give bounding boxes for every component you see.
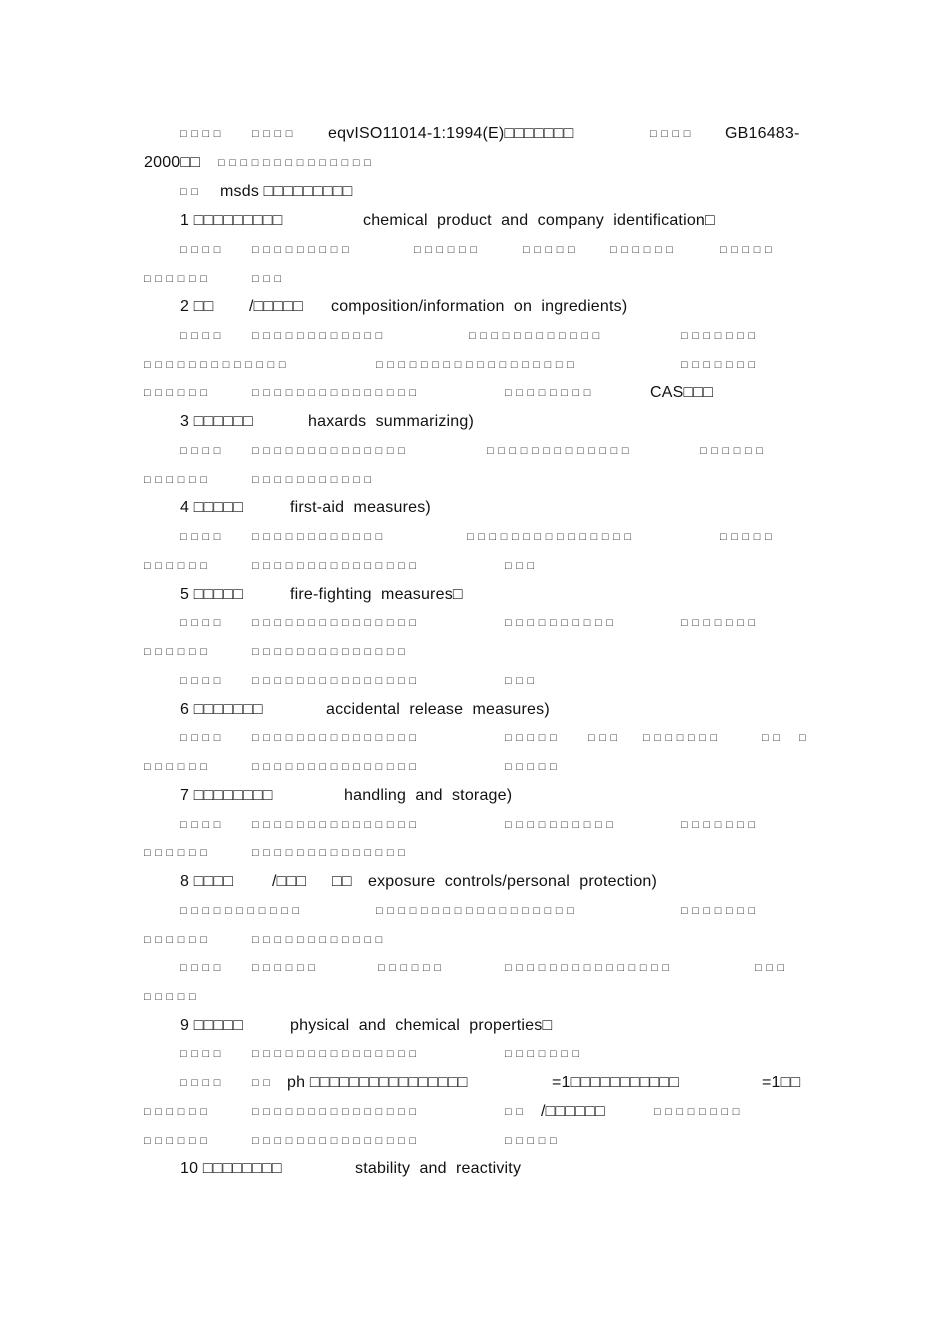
section-heading: [0, 871, 950, 893]
text-fragment: □□□□□□□: [681, 819, 760, 831]
intro-line: [0, 123, 950, 145]
body-line: [0, 268, 950, 290]
text-fragment: =1□□□□□□□□□□□: [552, 1074, 680, 1091]
text-fragment: □□□□□□□□: [505, 387, 595, 399]
body-line: [0, 842, 950, 864]
text-fragment: □□□□□□: [144, 934, 212, 946]
section-number: 7 □□□□□□□□: [180, 787, 273, 804]
text-fragment: □□□□: [180, 330, 225, 342]
section-heading: [0, 296, 950, 318]
body-line: [0, 1101, 950, 1123]
text-fragment: □: [799, 732, 811, 744]
text-fragment: □□□□□□□□□□□□□□□: [252, 1048, 421, 1060]
text-fragment: □□□□□□: [144, 1135, 212, 1147]
text-fragment: □□□□□□: [144, 560, 212, 572]
text-fragment: □□: [252, 1077, 275, 1089]
section-number: 8 □□□□: [180, 873, 234, 890]
text-fragment: □□□□: [180, 128, 225, 140]
text-fragment: □□: [762, 732, 785, 744]
body-line: [0, 612, 950, 634]
text-fragment: □□□□: [180, 1048, 225, 1060]
section-number: 10 □□□□□□□□: [180, 1160, 282, 1177]
text-fragment: □□□: [588, 732, 622, 744]
body-line: [0, 929, 950, 951]
text-fragment: /□□□□□: [249, 298, 303, 315]
text-fragment: □□□□□: [505, 761, 562, 773]
text-fragment: □□□□: [180, 675, 225, 687]
text-fragment: □□□□: [180, 244, 225, 256]
text-fragment: □□□□□□: [144, 847, 212, 859]
body-line: [0, 641, 950, 663]
body-line: [0, 239, 950, 261]
section-number: 6 □□□□□□□: [180, 701, 263, 718]
section-heading: [0, 584, 950, 606]
body-line: [0, 440, 950, 462]
body-line: [0, 382, 950, 404]
text-fragment: □□□□□□□□□□□□□□□: [252, 761, 421, 773]
text-fragment: □□□□□□□□□□□□□□: [252, 847, 410, 859]
text-fragment: □□: [505, 1106, 528, 1118]
text-fragment: □□□□: [180, 1077, 225, 1089]
text-fragment: □□□□□□: [144, 474, 212, 486]
body-line: [0, 469, 950, 491]
text-fragment: □□□□□□□□□□□□□□: [218, 157, 376, 169]
text-fragment: □□□□□□□□□□□□□□□: [252, 732, 421, 744]
text-fragment: □□□□□□: [144, 1106, 212, 1118]
text-fragment: □□□: [505, 560, 539, 572]
section-number: 5 □□□□□: [180, 586, 244, 603]
standard-number: GB16483-: [725, 125, 800, 142]
text-fragment: □□□□□□□□□□□□□□□: [252, 819, 421, 831]
text-fragment: □□□□□□□□□□□□: [252, 531, 387, 543]
text-fragment: □□□□□□□□: [654, 1106, 744, 1118]
text-fragment: □□□□□□□□□□□□□□□: [467, 531, 636, 543]
text-fragment: □□□□: [180, 445, 225, 457]
text-fragment: □□□□□□□□□: [252, 244, 354, 256]
text-fragment: □□□□: [252, 128, 297, 140]
section-english-title: exposure controls/personal protection): [368, 873, 658, 890]
text-fragment: □□: [332, 873, 352, 890]
text-fragment: □□□□□□□□□□□□□□□: [505, 962, 674, 974]
text-fragment: □□□□□: [505, 1135, 562, 1147]
text-fragment: □□□□□□□□□□□□□: [144, 359, 291, 371]
text-fragment: □□□□: [180, 531, 225, 543]
text-fragment: □□□□□□□□□□□□□: [487, 445, 634, 457]
text-fragment: □□□□□□: [144, 761, 212, 773]
body-line: [0, 1130, 950, 1152]
text-fragment: □□□□: [180, 732, 225, 744]
msds-term: msds □□□□□□□□□: [220, 183, 353, 200]
text-fragment: □□□□□□□□□□□□□□: [252, 646, 410, 658]
text-fragment: □□□□□□□□□□□□□□□: [252, 1135, 421, 1147]
text-fragment: □□□□□□□□□□□□: [252, 934, 387, 946]
text-fragment: □□□□□□□□□□□□□□□: [252, 675, 421, 687]
section-number: 2 □□: [180, 298, 214, 315]
text-fragment: □□□□□□: [252, 962, 320, 974]
section-english-title: fire-fighting measures□: [290, 586, 463, 603]
text-fragment: □□□□□□: [378, 962, 446, 974]
section-number: 3 □□□□□□: [180, 413, 253, 430]
section-heading: [0, 411, 950, 433]
section-english-title: stability and reactivity: [355, 1160, 522, 1177]
body-line: [0, 986, 950, 1008]
section-english-title: handling and storage): [344, 787, 513, 804]
section-heading: [0, 785, 950, 807]
body-line: [0, 670, 950, 692]
text-fragment: □□□: [505, 675, 539, 687]
body-line: [0, 727, 950, 749]
section-number: 4 □□□□□: [180, 499, 244, 516]
text-fragment: □□□□□□: [700, 445, 768, 457]
text-fragment: □□□□□□□□□□□: [252, 474, 376, 486]
text-fragment: □□□□□□□□□□□□□□□□□□: [376, 905, 579, 917]
text-fragment: □□□□□□□□□□□□□□□: [252, 387, 421, 399]
text-fragment: □□□□□: [523, 244, 580, 256]
section-english-title: composition/information on ingredients): [331, 298, 628, 315]
text-fragment: =1□□: [762, 1074, 801, 1091]
body-line: [0, 900, 950, 922]
text-fragment: □□□: [252, 273, 286, 285]
ph-term: ph □□□□□□□□□□□□□□□□: [287, 1074, 468, 1091]
body-line: [0, 814, 950, 836]
section-heading: [0, 1015, 950, 1037]
section-english-title: accidental release measures): [326, 701, 550, 718]
text-fragment: □□□□□□□□□□□□□□□: [252, 1106, 421, 1118]
text-fragment: □□□□□□□□□□: [505, 819, 618, 831]
body-line: [0, 1043, 950, 1065]
text-fragment: □□□□□□□□□□□□□□: [252, 445, 410, 457]
standard-number: eqvISO11014-1:1994(E)□□□□□□□: [328, 125, 574, 142]
section-english-title: physical and chemical properties□: [290, 1017, 553, 1034]
text-fragment: □□□□□□□: [681, 905, 760, 917]
text-fragment: □□□□□: [720, 531, 777, 543]
section-heading: [0, 1158, 950, 1180]
text-fragment: □□□□□□□□□□□□□□□□□□: [376, 359, 579, 371]
text-fragment: □□□□: [180, 962, 225, 974]
intro-line: [0, 181, 950, 203]
text-fragment: /□□□□□□: [541, 1103, 605, 1120]
text-fragment: □□□□□□: [144, 646, 212, 658]
text-fragment: □□□: [755, 962, 789, 974]
text-fragment: □□□□□□□□□□□□: [469, 330, 604, 342]
text-fragment: □□□□□□□□□□□: [180, 905, 304, 917]
text-fragment: □□□□□: [720, 244, 777, 256]
body-line: [0, 325, 950, 347]
cas-term: CAS□□□: [650, 384, 714, 401]
text-fragment: □□□□□□: [414, 244, 482, 256]
text-fragment: □□□□: [180, 617, 225, 629]
text-fragment: /□□□: [272, 873, 307, 890]
text-fragment: □□□□: [650, 128, 695, 140]
body-line: [0, 354, 950, 376]
text-fragment: □□□□□□□□□□: [505, 617, 618, 629]
section-number: 9 □□□□□: [180, 1017, 244, 1034]
body-line: [0, 526, 950, 548]
text-fragment: □□□□□□□: [681, 330, 760, 342]
text-fragment: □□□□□□□□□□□□□□□: [252, 560, 421, 572]
body-line: [0, 1072, 950, 1094]
standard-year: 2000□□: [144, 154, 201, 171]
text-fragment: □□□□□□□□□□□□: [252, 330, 387, 342]
section-english-title: haxards summarizing): [308, 413, 475, 430]
section-number: 1 □□□□□□□□□: [180, 212, 283, 229]
text-fragment: □□: [180, 186, 203, 198]
text-fragment: □□□□□□□: [505, 1048, 584, 1060]
text-fragment: □□□□□□: [144, 387, 212, 399]
section-english-title: chemical product and company identification□: [363, 212, 715, 229]
section-heading: [0, 210, 950, 232]
text-fragment: □□□□□: [144, 991, 201, 1003]
intro-line: [0, 152, 950, 174]
text-fragment: □□□□: [180, 819, 225, 831]
body-line: [0, 756, 950, 778]
text-fragment: □□□□□□□□□□□□□□□: [252, 617, 421, 629]
section-heading: [0, 699, 950, 721]
text-fragment: □□□□□□□: [643, 732, 722, 744]
text-fragment: □□□□□□: [144, 273, 212, 285]
text-fragment: □□□□□□□: [681, 617, 760, 629]
text-fragment: □□□□□: [505, 732, 562, 744]
text-fragment: □□□□□□□: [681, 359, 760, 371]
body-line: [0, 957, 950, 979]
text-fragment: □□□□□□: [610, 244, 678, 256]
section-heading: [0, 497, 950, 519]
body-line: [0, 555, 950, 577]
section-english-title: first-aid measures): [290, 499, 431, 516]
